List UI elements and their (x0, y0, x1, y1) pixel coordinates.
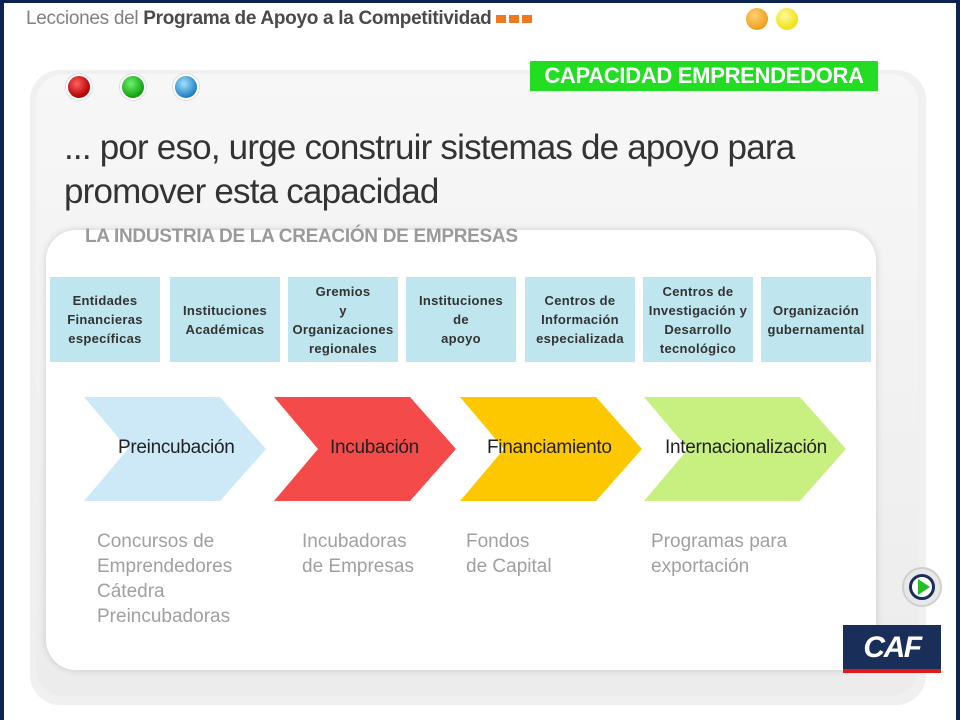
stage-desc-line: Emprendedores (97, 556, 233, 577)
institution-label-line: Investigación y (648, 302, 748, 318)
headline-line-2: promover esta capacidad (64, 172, 439, 211)
stage-desc-line: Programas para (651, 531, 788, 552)
header-prefix: Lecciones del (26, 8, 144, 29)
institution-label-line: Financieras (67, 312, 143, 327)
institution-label-line: de (453, 312, 469, 327)
caf-logo-text: CAF (863, 631, 921, 664)
institution-label-line: Organizaciones (292, 321, 394, 337)
play-triangle-icon (918, 579, 930, 595)
caf-logo (843, 625, 941, 673)
stage-desc-line: Concursos de (97, 531, 215, 552)
institution-label-line: especializada (536, 331, 624, 346)
institution-label-line: Instituciones (182, 302, 268, 318)
stage-desc-incubacion (302, 529, 414, 579)
institution-label-line: Académicas (185, 321, 265, 337)
stage-label-incubacion: Incubación (330, 437, 419, 458)
industry-heading: LA INDUSTRIA DE LA CREACIÓN DE EMPRESAS (85, 226, 518, 247)
institution-label-line: regionales (308, 340, 377, 356)
institution-label-line: Centros de (662, 283, 734, 299)
institution-label-line: Organización (773, 302, 859, 318)
stage-desc-line: Preincubadoras (97, 606, 231, 627)
institution-label-line: Desarrollo (664, 321, 732, 337)
institution-label-line: específicas (68, 331, 142, 346)
institution-label-line: gubernamental (767, 321, 865, 337)
section-tag: CAPACIDAD EMPRENDEDORA (530, 61, 878, 91)
stage-desc-line: de Empresas (302, 556, 414, 577)
institution-label-line: tecnológico (659, 340, 737, 356)
headline-line-1: ... por eso, urge construir sistemas de apoyo para (64, 128, 795, 167)
stage-desc-internacionalizacion (651, 529, 787, 579)
stage-desc-line: Fondos (466, 531, 530, 552)
stage-desc-line: Incubadoras (302, 531, 407, 552)
stage-desc-line: exportación (651, 556, 750, 577)
institution-label-line: apoyo (441, 331, 481, 346)
stage-label-internacionalizacion: Internacionalización (665, 437, 827, 458)
stage-label-financiamiento: Financiamiento (487, 437, 612, 458)
institution-label-line: Gremios (315, 283, 371, 299)
institution-label-line: Entidades (72, 293, 138, 308)
institution-label-line: y (339, 302, 347, 318)
institution-label-line: Instituciones (418, 293, 504, 308)
stage-label-preincubacion: Preincubación (118, 437, 235, 458)
stage-desc-line: Cátedra (97, 581, 165, 602)
institution-label-line: Información (541, 312, 619, 327)
stage-desc-preincubacion (97, 529, 232, 629)
stage-desc-financiamiento (466, 529, 552, 579)
institution-label-line: Centros de (544, 293, 616, 308)
stage-desc-line: de Capital (466, 556, 552, 577)
header-program-name: Programa de Apoyo a la Competitividad (143, 8, 492, 29)
play-button[interactable] (902, 567, 942, 607)
